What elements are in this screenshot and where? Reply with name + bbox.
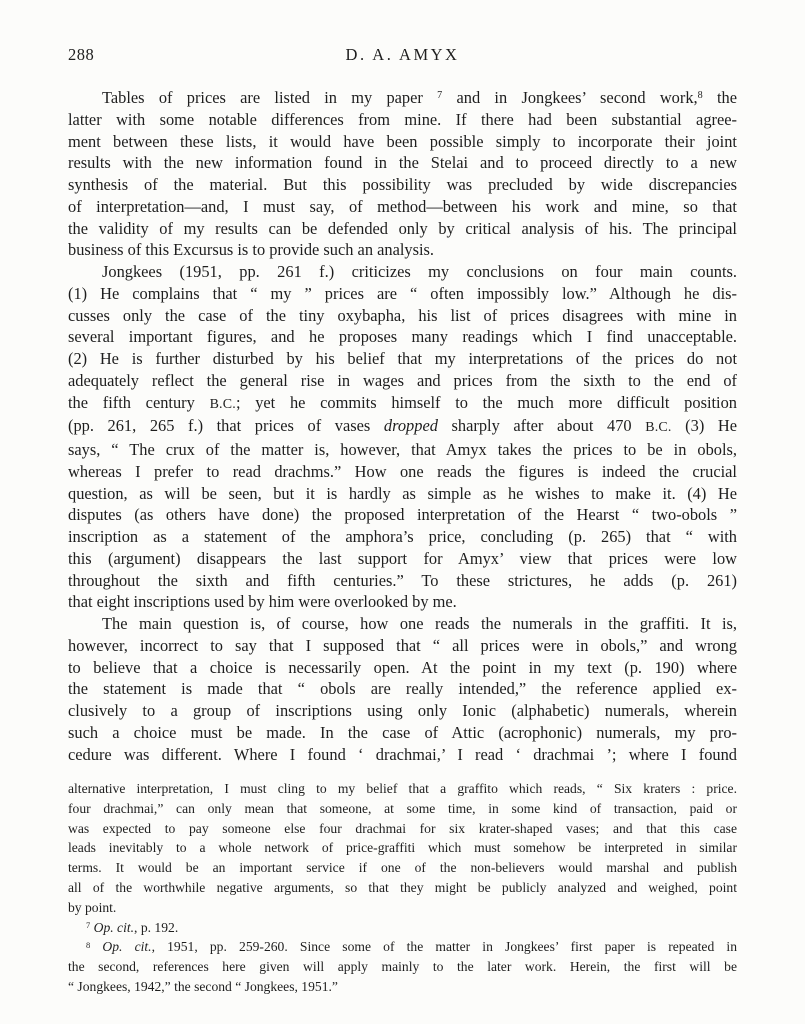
text-line [68,898,737,918]
text-line [68,305,737,327]
text-run: Op. cit. [93,919,135,935]
text-line [68,858,737,878]
text-run: all of the worthwhile negative arguments, so that they might be publicly analyzed and weighed, point [68,879,737,895]
text-line [68,109,737,131]
text-run: of interpretation—and, I must say, of method—between his work and mine, so that [68,196,737,216]
body-paragraph [68,87,737,261]
text-run: question, as will be seen, but it is hardly as simple as he wishes to make it. (4) He [68,483,737,503]
text-run: Tables of prices are listed in my paper [102,88,438,107]
text-line [68,799,737,819]
text-run: clusively to a group of inscriptions using only Ionic (alphabetic) numerals, wherein [68,701,737,720]
running-title: D. A. AMYX [345,45,460,64]
text-run: The main question is, of course, how one reads the numerals in the graffiti. It is, [102,614,737,633]
text-run [90,939,102,954]
text-line [68,370,737,392]
text-line [68,218,737,240]
text-run: ment between these lists, it would have been possible simply to incorporate their joint [68,131,737,151]
text-run: B.C. [645,420,672,436]
text-line [68,635,737,657]
text-run: cedure was different. Where I found ‘ drachmai,’ I read ‘ drachmai ’; where I found [68,744,737,764]
footnote-paragraph [68,918,737,938]
text-run: this (argument) disappears the last support for Amyx’ view that prices were low [68,548,737,568]
footnotes-block [68,779,737,997]
text-line [68,392,737,416]
text-line [68,918,737,938]
text-run: synthesis of the material. But this possibility was precluded by wide discrepancies [68,175,737,194]
text-run: “ Jongkees, 1942,” the second “ Jongkees, 1951.” [68,978,338,994]
text-line [68,878,737,898]
text-run: (1) He complains that “ my ” prices are “ often impossibly low.” Although he dis- [68,283,737,303]
text-line [68,722,737,744]
text-run: terms. It would be an important service if one of the non-believers would marshal and publish [68,860,737,876]
text-run: , 1951, pp. 259-260. Since some of the matter in Jongkees’ first paper is repeated in [151,939,737,955]
text-line [68,678,737,700]
footnote-paragraph [68,937,737,996]
text-line [68,326,737,348]
text-run: dropped [383,416,438,436]
text-run: says, “ The crux of the matter is, however, that Amyx takes the prices to be in obols, [68,440,737,459]
body-text [68,87,737,765]
text-run: whereas I prefer to read drachms.” How one reads the figures is indeed the crucial [68,461,737,481]
text-run: cusses only the case of the tiny oxybapha, his list of prices disagrees with mine in [68,305,737,325]
text-run: the statement is made that “ obols are really intended,” the reference applied ex- [68,679,737,699]
text-line [68,779,737,799]
text-line [68,504,737,526]
text-run: the [702,88,738,107]
text-run: and in Jongkees’ second work, [442,88,698,107]
text-line [68,283,737,305]
text-line [68,937,737,957]
text-run: four drachmai,” can only mean that someone, at some time, in some kind of transaction, paid or [68,800,737,816]
text-line [68,174,737,196]
text-line [68,239,737,261]
running-head [68,45,737,65]
text-line [68,700,737,722]
text-run: adequately reflect the general rise in wages and prices from the sixth to the end of [68,370,737,390]
text-line [68,570,737,592]
text-line [68,483,737,505]
text-run: such a choice must be made. In the case of Attic (acrophonic) numerals, my pro- [68,722,737,742]
text-line [68,196,737,218]
footnote-paragraph [68,779,737,918]
text-run: (2) He is further disturbed by his belief that my interpretations of the prices do not [68,349,737,368]
text-line [68,838,737,858]
text-line [68,548,737,570]
text-run: throughout the sixth and fifth centuries.” To these strictures, he adds (p. 261) [68,570,737,590]
text-run: , p. 192. [134,919,179,935]
page-number: 288 [68,45,95,64]
footnote-marker: 8 [697,90,703,102]
text-run: (3) He [671,416,737,436]
text-run: business of this Excursus is to provide such an analysis. [68,240,435,260]
text-run: to believe that a choice is necessarily open. At the point in my text (p. 190) where [68,657,737,677]
text-run: the validity of my results can be defended only by critical analysis of his. The principal [68,218,737,238]
text-run: by point. [68,899,117,915]
text-run: was expected to pay someone else four drachmai for six krater-shaped vases; and that this case [68,820,737,836]
text-line [68,819,737,839]
text-line [68,591,737,613]
text-run: alternative interpretation, I must cling to my belief that a graffito which reads, “ Six kraters : price. [68,781,737,796]
text-line [68,977,737,997]
text-line [68,613,737,635]
text-line [68,415,737,439]
text-line [68,657,737,679]
text-line [68,439,737,461]
text-run: Op. cit. [102,939,152,955]
footnote-marker: 7 [437,90,443,102]
text-run: ; yet he commits himself to the much more difficult position [235,392,737,412]
text-run: B.C. [209,396,236,412]
body-paragraph [68,261,737,613]
text-line [68,87,737,109]
text-line [68,526,737,548]
text-run: several important figures, and he proposes many readings which I find unacceptable. [68,327,737,347]
text-line [68,152,737,174]
text-line [68,461,737,483]
text-run: sharply after about 470 [437,416,646,436]
text-run: leads inevitably to a whole network of price-graffiti which must somehow be interpreted in similar [68,840,737,856]
text-run: inscription as a statement of the amphora’s price, concluding (p. 265) that “ with [68,527,737,546]
text-run: the second, references here given will apply mainly to the later work. Herein, the first will be [68,959,737,975]
text-line [68,957,737,977]
footnote-marker: 7 [86,919,91,930]
text-line [68,131,737,153]
body-paragraph [68,613,737,765]
text-run: results with the new information found in the Stelai and to proceed directly to a new [68,153,737,173]
text-run: latter with some notable differences from mine. If there had been substantial agree- [68,109,737,129]
text-line [68,744,737,766]
text-line [68,261,737,283]
footnote-marker: 8 [86,939,91,950]
text-run: disputes (as others have done) the proposed interpretation of the Hearst “ two-obols ” [68,505,737,525]
text-run: that eight inscriptions used by him were overlooked by me. [68,592,457,612]
text-run: Jongkees (1951, pp. 261 f.) criticizes my conclusions on four main counts. [102,262,737,281]
text-run: the fifth century [68,392,210,412]
text-run: however, incorrect to say that I supposed that “ all prices were in obols,” and wrong [68,635,737,655]
text-run: (pp. 261, 265 f.) that prices of vases [68,416,384,436]
text-line [68,348,737,370]
